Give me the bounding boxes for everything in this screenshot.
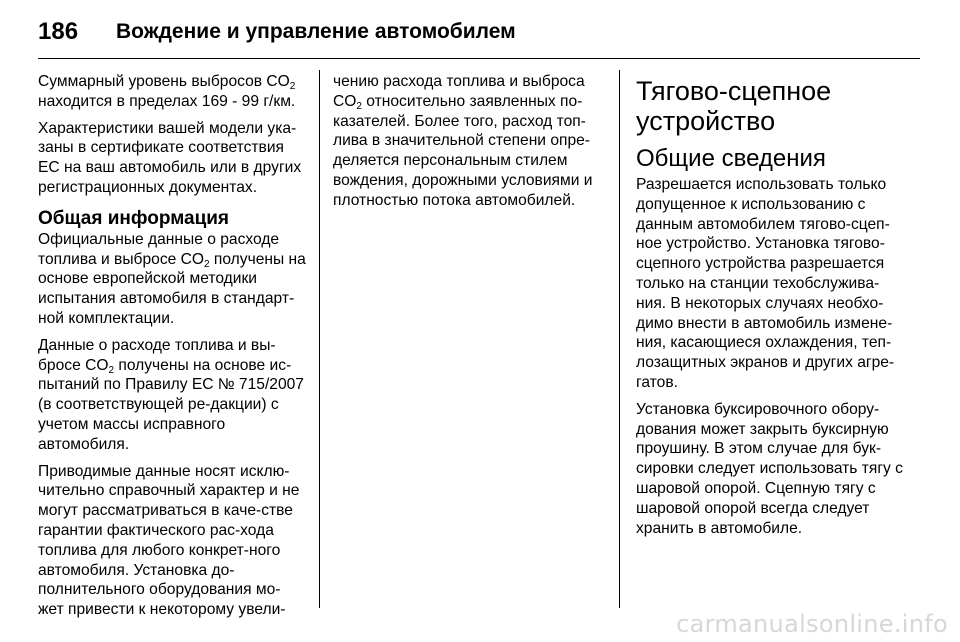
paragraph: Суммарный уровень выбросов $CO_2$ находится в пределах 169 - 99 г/км.: [38, 73, 296, 110]
column-left: [38, 72, 306, 627]
watermark: carmanualsonline.info: [676, 610, 948, 638]
running-title: Вождение и управление автомобилем: [116, 20, 516, 43]
paragraph: Данные о расходе топлива и вы-бросе $CO_2$ получены на основе ис-пытаний по Правилу ЕС № 715/2007 (в соответствующей ре-дакции) с учетом массы исправного автомобиля.: [38, 336, 304, 453]
paragraph: Приводимые данные носят исклю-чительно справочный характер и не могут рассматриваться в каче-стве гарантии фактического рас-хода топлива для любого конкрет-ного автомобиля. Установка до-полнительного оборудования мо-жет привести к некоторому увели-: [38, 462, 300, 619]
column-divider: [619, 70, 620, 608]
page-number: 186: [38, 18, 79, 45]
section-heading: Общая информация: [38, 207, 230, 229]
header-divider: [38, 58, 920, 59]
paragraph: Характеристики вашей модели ука-заны в сертификате соответствия ЕС на ваш автомобиль или в других регистрационных документах.: [38, 119, 302, 196]
paragraph: Установка буксировочного обору-дования может закрыть буксирную проушину. В этом случае для бук-сировки следует использовать тягу с шаровой опорой. Сцепную тягу с шаровой опорой всегда следует хранить в автомобиле.: [636, 400, 903, 537]
column-divider: [319, 70, 320, 608]
column-right: [636, 76, 908, 545]
section-title: Тягово-сцепное устройство: [636, 76, 832, 136]
paragraph: чению расхода топлива и выброса $CO_2$ относительно заявленных по-казателей. Более того, расход топ-лива в значительной степени опре-деляется персональным стилем вождения, дорожными условиями и плотностью потока автомобилей.: [333, 73, 593, 209]
column-middle: [333, 72, 605, 218]
paragraph: Разрешается использовать только допущенное к использованию с данным автомобилем тягово-сцеп-ное устройство. Установка тягово-сцепного устройства разрешается только на станции техобслужива-ния. В некоторых случаях необхо-димо внести в автомобиль измене-ния, касающиеся охлаждения, теп-лозащитных экранов и других агре-гатов.: [636, 176, 895, 391]
subsection-title: Общие сведения: [636, 145, 826, 172]
page-header: [38, 10, 918, 54]
paragraph: Официальные данные о расходе топлива и выбросе $CO_2$ получены на основе европейской методики испытания автомобиля в стандарт-ной комплектации.: [38, 230, 306, 327]
